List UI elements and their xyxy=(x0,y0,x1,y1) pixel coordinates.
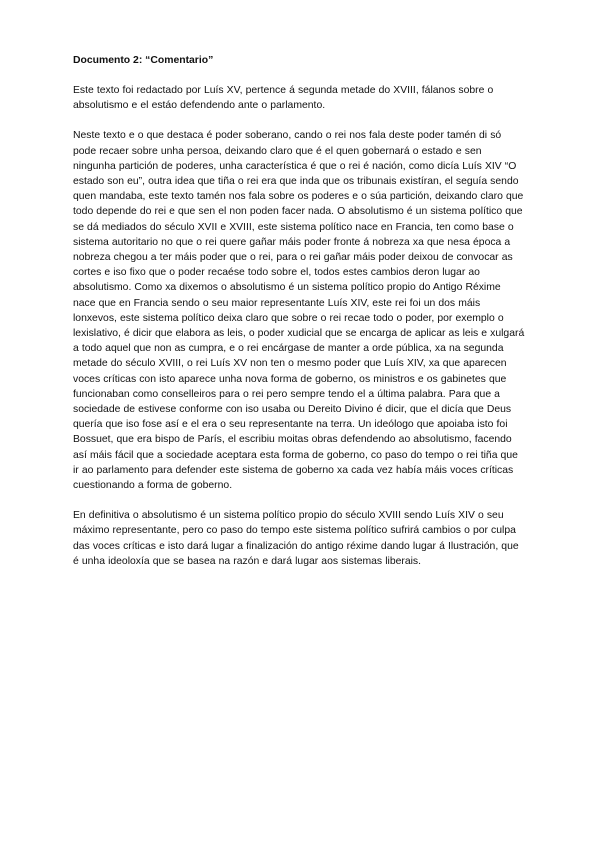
paragraph-conclusion: En definitiva o absolutismo é un sistema político propio do século XVIII sendo Luís XIV o seu máximo representante, pero co paso do tempo este sistema político sufrirá cambios o por culpa das voces críticas e isto dará lugar a finalización do antigo réxime dando lugar á Ilustración, que é unha ideoloxía que se basea na razón e dará lugar aos sistemas liberais. xyxy=(73,510,519,567)
document-body xyxy=(73,53,526,584)
document-title: Documento 2: “Comentario” xyxy=(73,55,214,66)
paragraph-body: Neste texto e o que destaca é poder soberano, cando o rei nos fala deste poder tamén di só pode recaer sobre unha persoa, deixando claro que é el quen gobernará o estado e sen ningunha partición de poderes, unha característica é que o rei é nación, como dicía Luís XIV “O estado son eu”, outra idea que tiña o rei era que inda que os tribunais existíran, el seguía sendo quen mandaba, este texto tamén nos fala sobre os poderes e o súa partición, deixando claro que todo depende do rei e que sen el non poden facer nada. O absolutismo é un sistema político que se dá mediados do século XVII e XVIII, este sistema político nace en Francia, ten como base o sistema autoritario no que o rei quere gañar máis poder fronte á nobreza xa que nesa época a nobreza chegou a ter máis poder que o rei, para o rei gañar máis poder deixou de convocar as cortes e iso fixo que o poder recaése todo sobre el, todos estes cambios deron lugar ao absolutismo. Como xa dixemos o absolutismo é un sistema político propio do Antigo Réxime nace que en Francia sendo o seu maior representante Luís XIV, este rei foi un dos máis lonxevos, este sistema político deixa claro que sobre o rei recae todo o poder, por exemplo o lexislativo, é dicir que elabora as leis, o poder xudicial que se encarga de aplicar as leis e xulgará a todo aquel que non as cumpra, e o rei encárgase de manter a orde pública, xa na segunda metade do século XVIII, o rei Luís XV non ten o mesmo poder que Luís XIV, xa que aparecen voces críticas con isto aparece unha nova forma de goberno, os ministros e os gabinetes que funcionaban como conselleiros para o rei pero sempre tendo el a última palabra. Para que a sociedade de estivese conforme con iso usaba ou Dereito Divino é dicir, que el dicía que Deus quería que iso fose así e el era o seu representante na terra. Un ideólogo que apoiaba isto foi Bossuet, que era bispo de París, el escribiu moitas obras defendendo ao absolutismo, facendo así máis fácil que a sociedade aceptara esta forma de goberno, co paso do tempo o rei tiña que ir ao parlamento para defender este sistema de goberno xa cada vez había máis voces críticas cuestionando a forma de goberno. xyxy=(73,130,525,492)
paragraph-intro: Este texto foi redactado por Luís XV, pertence á segunda metade do XVIII, fálanos sobre o absolutismo e el estáo defendendo ante o parlamento. xyxy=(73,85,494,112)
